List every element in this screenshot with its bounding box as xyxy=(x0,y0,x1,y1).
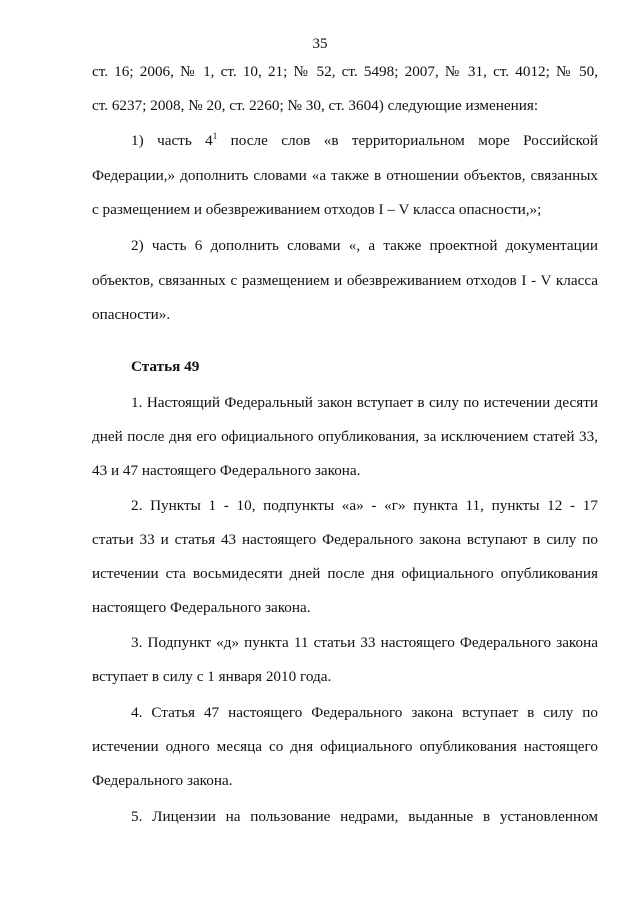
text-line-9: 1. Настоящий Федеральный закон вступает в силу по истечении десяти xyxy=(131,394,598,411)
text-line-5: с размещением и обезвреживанием отходов I – V класса опасности,»; xyxy=(92,201,542,218)
text-line-13: статьи 33 и статья 43 настоящего Федерального закона вступают в силу по xyxy=(92,531,598,548)
text-line-21: 5. Лицензии на пользование недрами, выданные в установленном xyxy=(131,808,598,825)
text-line-4: Федерации,» дополнить словами «а также в отношении объектов, связанных xyxy=(92,167,598,184)
text-line-18: 4. Статья 47 настоящего Федерального закона вступает в силу по xyxy=(131,704,598,721)
text-line-10: дней после дня его официального опубликования, за исключением статей 33, xyxy=(92,428,598,445)
text-line-8: опасности». xyxy=(92,306,171,323)
text-line-11: 43 и 47 настоящего Федерального закона. xyxy=(92,462,361,479)
page-number: 35 xyxy=(312,36,328,52)
text-line-3-start: 1) часть 4 xyxy=(131,132,213,149)
superscript: 1 xyxy=(212,131,218,141)
text-line-19: истечении одного месяца со дня официального опубликования настоящего xyxy=(92,738,598,755)
text-line-6: 2) часть 6 дополнить словами «, а также проектной документации xyxy=(131,237,598,254)
text-line-2: ст. 6237; 2008, № 20, ст. 2260; № 30, ст. 3604) следующие изменения: xyxy=(92,97,539,114)
text-line-16: 3. Подпункт «д» пункта 11 статьи 33 настоящего Федерального закона xyxy=(131,634,598,651)
article-heading: Статья 49 xyxy=(131,358,200,375)
text-line-17: вступает в силу с 1 января 2010 года. xyxy=(92,668,332,685)
text-line-7: объектов, связанных с размещением и обезвреживанием отходов I - V класса xyxy=(92,272,598,289)
text-line-3 xyxy=(131,131,598,151)
text-line-12: 2. Пункты 1 - 10, подпункты «а» - «г» пункта 11, пункты 12 - 17 xyxy=(131,497,598,514)
text-line-1: ст. 16; 2006, № 1, ст. 10, 21; № 52, ст. 5498; 2007, № 31, ст. 4012; № 50, xyxy=(92,63,598,80)
text-line-20: Федерального закона. xyxy=(92,772,233,789)
text-line-14: истечении ста восьмидесяти дней после дня официального опубликования xyxy=(92,565,598,582)
text-line-3-end: после слов «в территориальном море Российской xyxy=(217,132,599,149)
text-line-15: настоящего Федерального закона. xyxy=(92,599,311,616)
